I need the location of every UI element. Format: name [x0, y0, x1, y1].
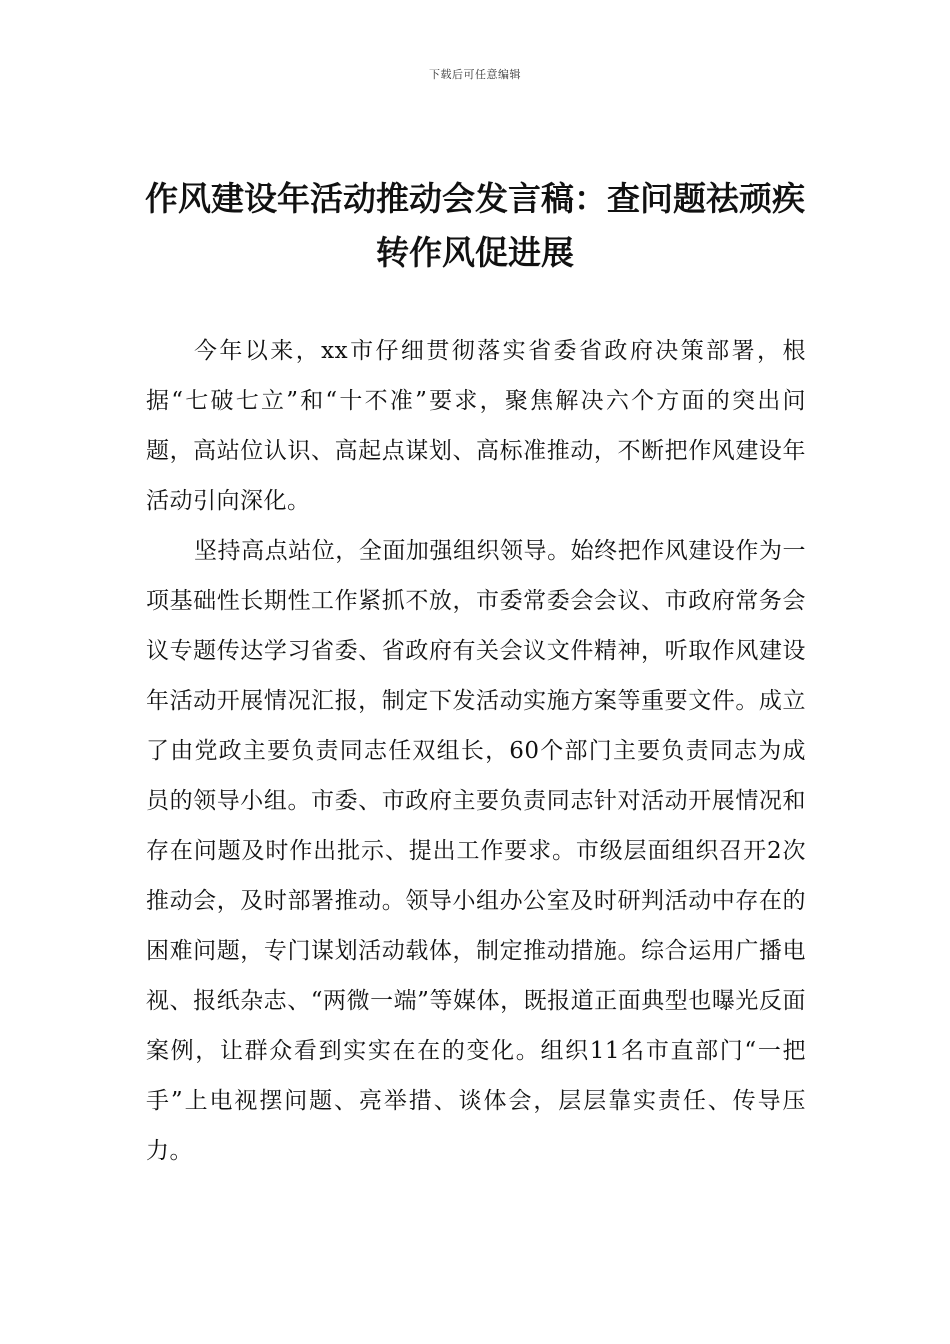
paragraph-leadership: 坚持高点站位，全面加强组织领导。始终把作风建设作为一项基础性长期性工作紧抓不放，市委常委会会议、市政府常务会议专题传达学习省委、省政府有关会议文件精神，听取作风建设年活动开展情况汇报，制定下发活动实施方案等重要文件。成立了由党政主要负责同志任双组长，60个部门主要负责同志为成员的领导小组。市委、市政府主要负责同志针对活动开展情况和存在问题及时作出批示、提出工作要求。市级层面组织召开2次推动会，及时部署推动。领导小组办公室及时研判活动中存在的困难问题，专门谋划活动载体，制定推动措施。综合运用广播电视、报纸杂志、“两微一端”等媒体，既报道正面典型也曝光反面案例，让群众看到实实在在的变化。组织11名市直部门“一把手”上电视摆问题、亮举措、谈体会，层层靠实责任、传导压力。	[146, 538, 806, 1164]
paragraph-intro: 今年以来，xx市仔细贯彻落实省委省政府决策部署，根据“七破七立”和“十不准”要求，聚焦解决六个方面的突出问题，高站位认识、高起点谋划、高标准推动，不断把作风建设年活动引向深化。	[146, 338, 806, 514]
editable-header-note: 下载后可任意编辑	[429, 68, 521, 81]
document-body	[146, 326, 806, 1176]
document-title: 作风建设年活动推动会发言稿：查问题祛顽疾转作风促进展	[145, 179, 805, 272]
